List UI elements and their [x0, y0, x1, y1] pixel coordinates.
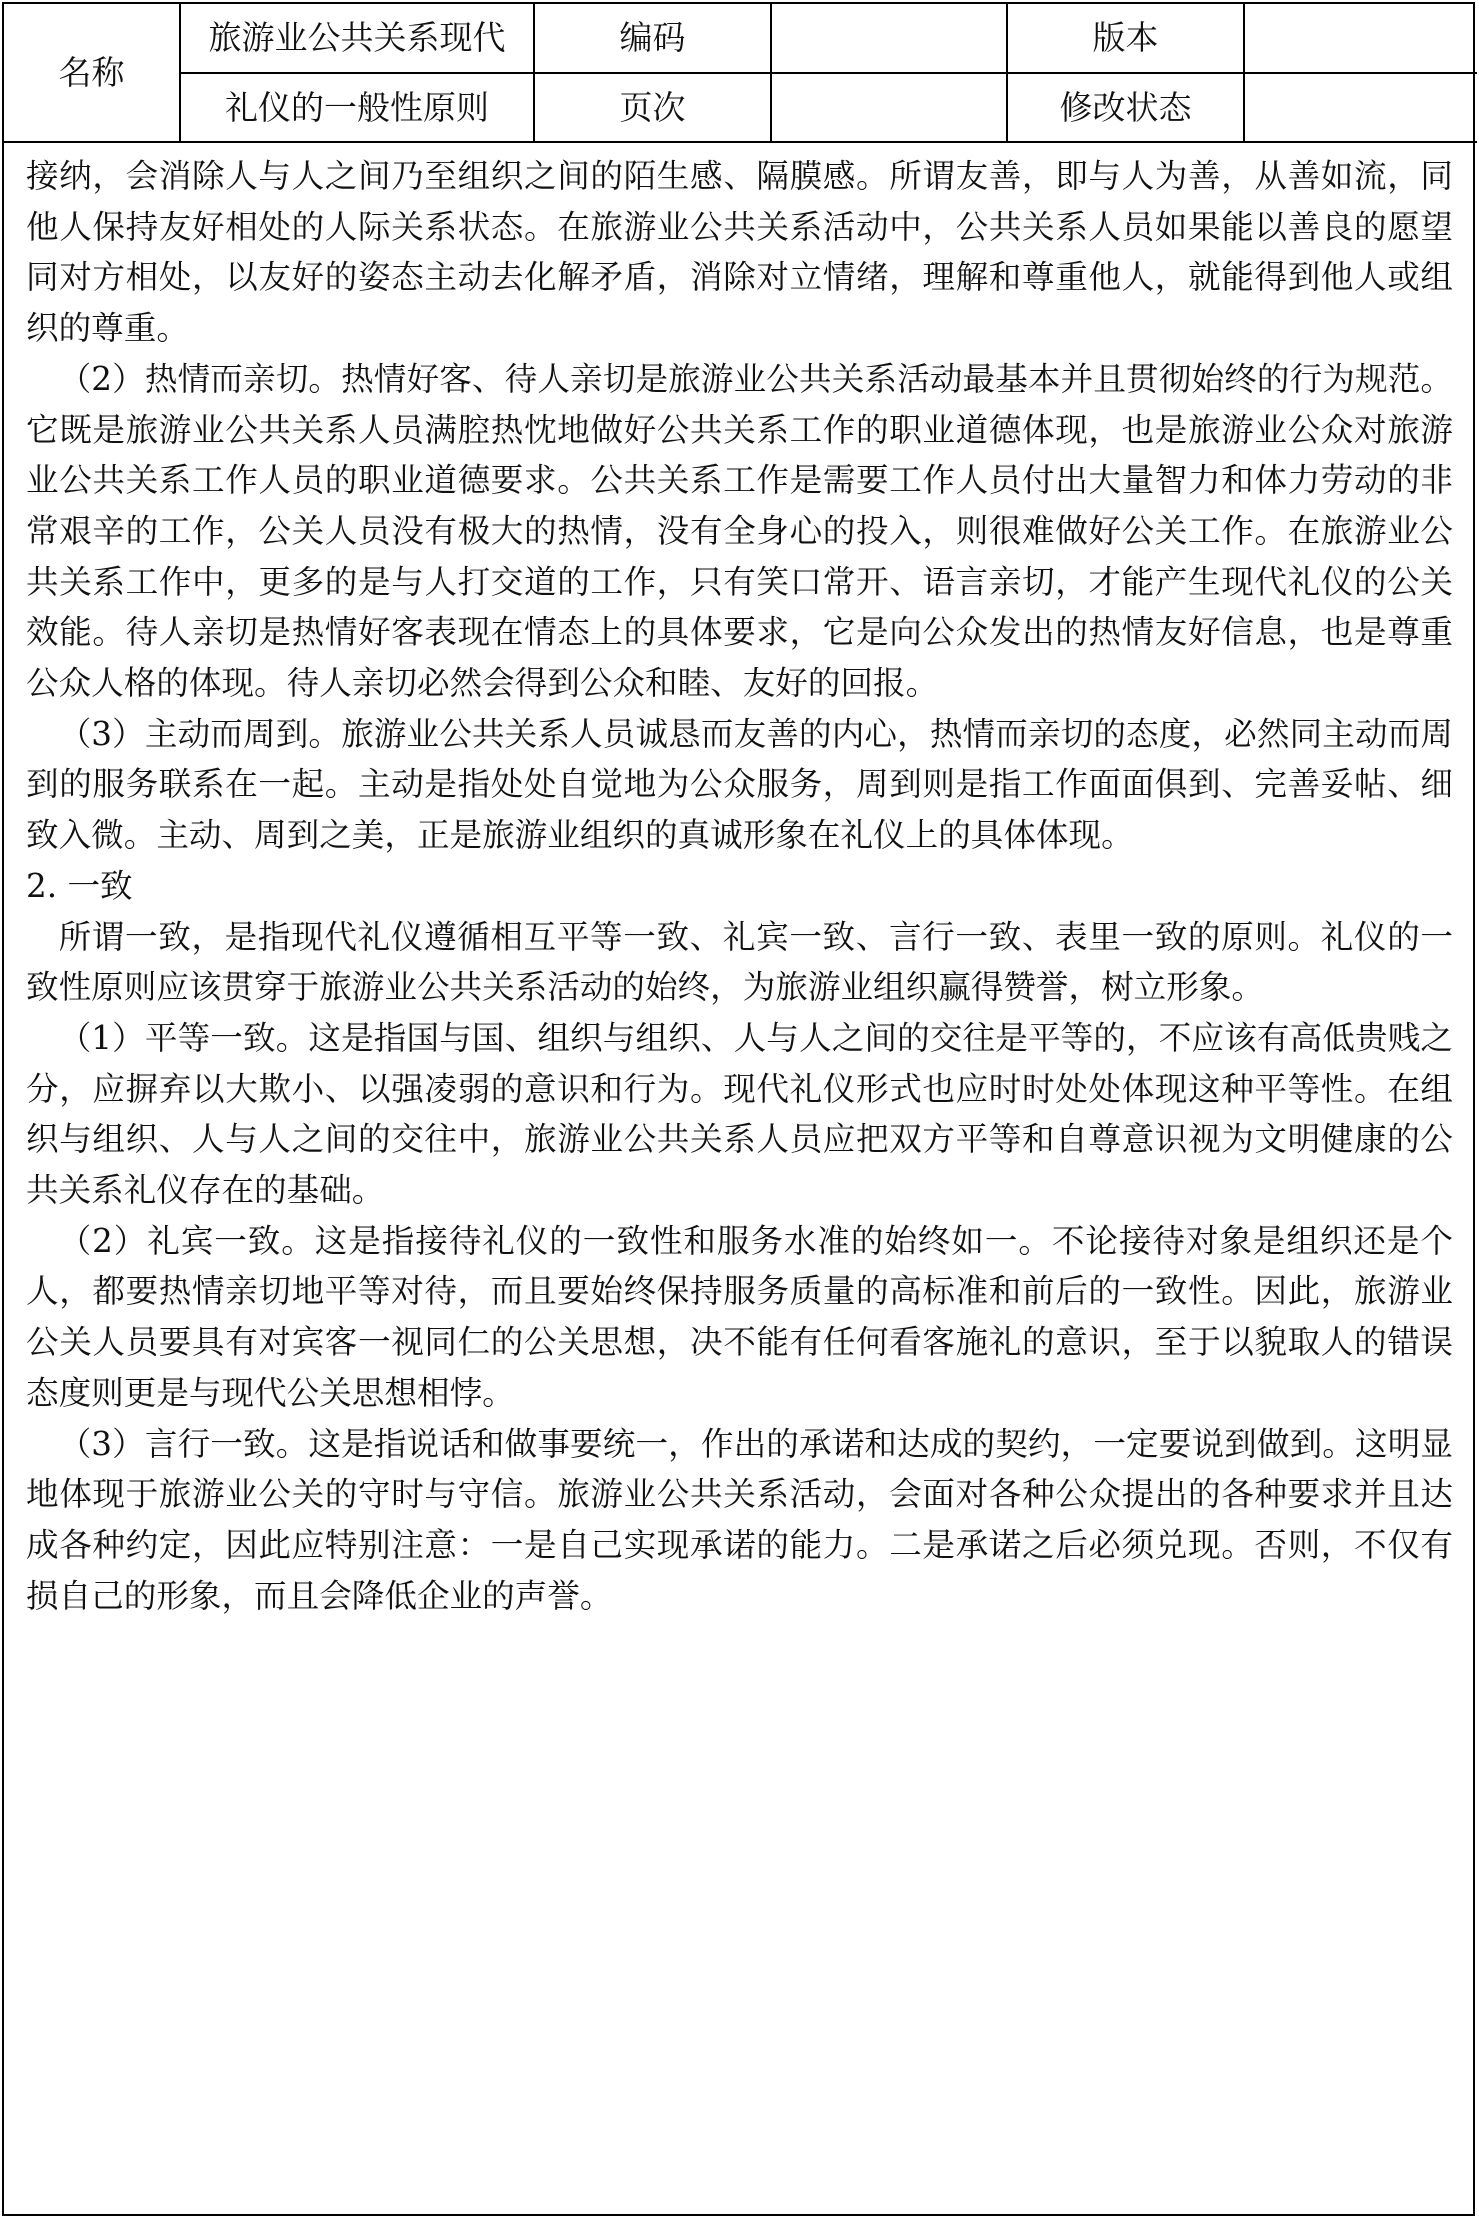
paragraph-warm-cordial: （2）热情而亲切。热情好客、待人亲切是旅游业公共关系活动最基本并且贯彻始终的行为规范。它既是旅游业公共关系人员满腔热忱地做好公共关系工作的职业道德体现，也是旅游业公众对旅游业公共关系工作人员的职业道德要求。公共关系工作是需要工作人员付出大量智力和体力劳动的非常艰辛的工作，公关人员没有极大的热情，没有全身心的投入，则很难做好公关工作。在旅游业公共关系工作中，更多的是与人打交道的工作，只有笑口常开、语言亲切，才能产生现代礼仪的公关效能。待人亲切是热情好客表现在情态上的具体要求，它是向公众发出的热情友好信息，也是尊重公众人格的体现。待人亲切必然会得到公众和睦、友好的回报。 [26, 359, 1453, 703]
header-table [4, 4, 1477, 143]
code-label: 编码 [534, 4, 771, 73]
paragraph-continuation: 接纳，会消除人与人之间乃至组织之间的陌生感、隔膜感。所谓友善，即与人为善，从善如流，同他人保持友好相处的人际关系状态。在旅游业公共关系活动中，公共关系人员如果能以善良的愿望同对方相处，以友好的姿态主动去化解矛盾，消除对立情绪，理解和尊重他人，就能得到他人或组织的尊重。 [26, 157, 1453, 348]
paragraph-word-deed-consistency: （3）言行一致。这是指说话和做事要统一，作出的承诺和达成的契约，一定要说到做到。这明显地体现于旅游业公关的守时与守信。旅游业公共关系活动，会面对各种公众提出的各种要求并且达成各种约定，因此应特别注意：一是自己实现承诺的能力。二是承诺之后必须兑现。否则，不仅有损自己的形象，而且会降低企业的声誉。 [26, 1424, 1453, 1615]
paragraph-courtesy-consistency: （2）礼宾一致。这是指接待礼仪的一致性和服务水准的始终如一。不论接待对象是组织还是个人，都要热情亲切地平等对待，而且要始终保持服务质量的高标准和前后的一致性。因此，旅游业公关人员要具有对宾客一视同仁的公关思想，决不能有任何看客施礼的意识，至于以貌取人的错误态度则更是与现代公关思想相悖。 [26, 1221, 1453, 1412]
revision-label: 修改状态 [1007, 73, 1244, 142]
section-heading-consistency: 2. 一致 [26, 866, 133, 905]
version-label: 版本 [1007, 4, 1244, 73]
code-value [771, 4, 1007, 73]
revision-value [1244, 73, 1477, 142]
version-value [1244, 4, 1477, 73]
paragraph-proactive-thorough: （3）主动而周到。旅游业公共关系人员诚恳而友善的内心，热情而亲切的态度，必然同主动而周到的服务联系在一起。主动是指处处自觉地为公众服务，周到则是指工作面面俱到、完善妥帖、细致入微。主动、周到之美，正是旅游业组织的真诚形象在礼仪上的具体体现。 [26, 714, 1453, 855]
paragraph-consistency-intro: 所谓一致，是指现代礼仪遵循相互平等一致、礼宾一致、言行一致、表里一致的原则。礼仪的一致性原则应该贯穿于旅游业公共关系活动的始终，为旅游业组织赢得赞誉，树立形象。 [26, 917, 1453, 1007]
page-value [771, 73, 1007, 142]
paragraph-equality: （1）平等一致。这是指国与国、组织与组织、人与人之间的交往是平等的，不应该有高低贵贱之分，应摒弃以大欺小、以强凌弱的意识和行为。现代礼仪形式也应时时处处体现这种平等性。在组织与组织、人与人之间的交往中，旅游业公共关系人员应把双方平等和自尊意识视为文明健康的公共关系礼仪存在的基础。 [26, 1018, 1453, 1210]
document-title-line1: 旅游业公共关系现代 [180, 4, 534, 73]
document-title-line2: 礼仪的一般性原则 [180, 73, 534, 142]
document-page [2, 2, 1475, 2216]
name-label: 名称 [4, 4, 180, 142]
page-label: 页次 [534, 73, 771, 142]
body-text [4, 143, 1473, 1621]
